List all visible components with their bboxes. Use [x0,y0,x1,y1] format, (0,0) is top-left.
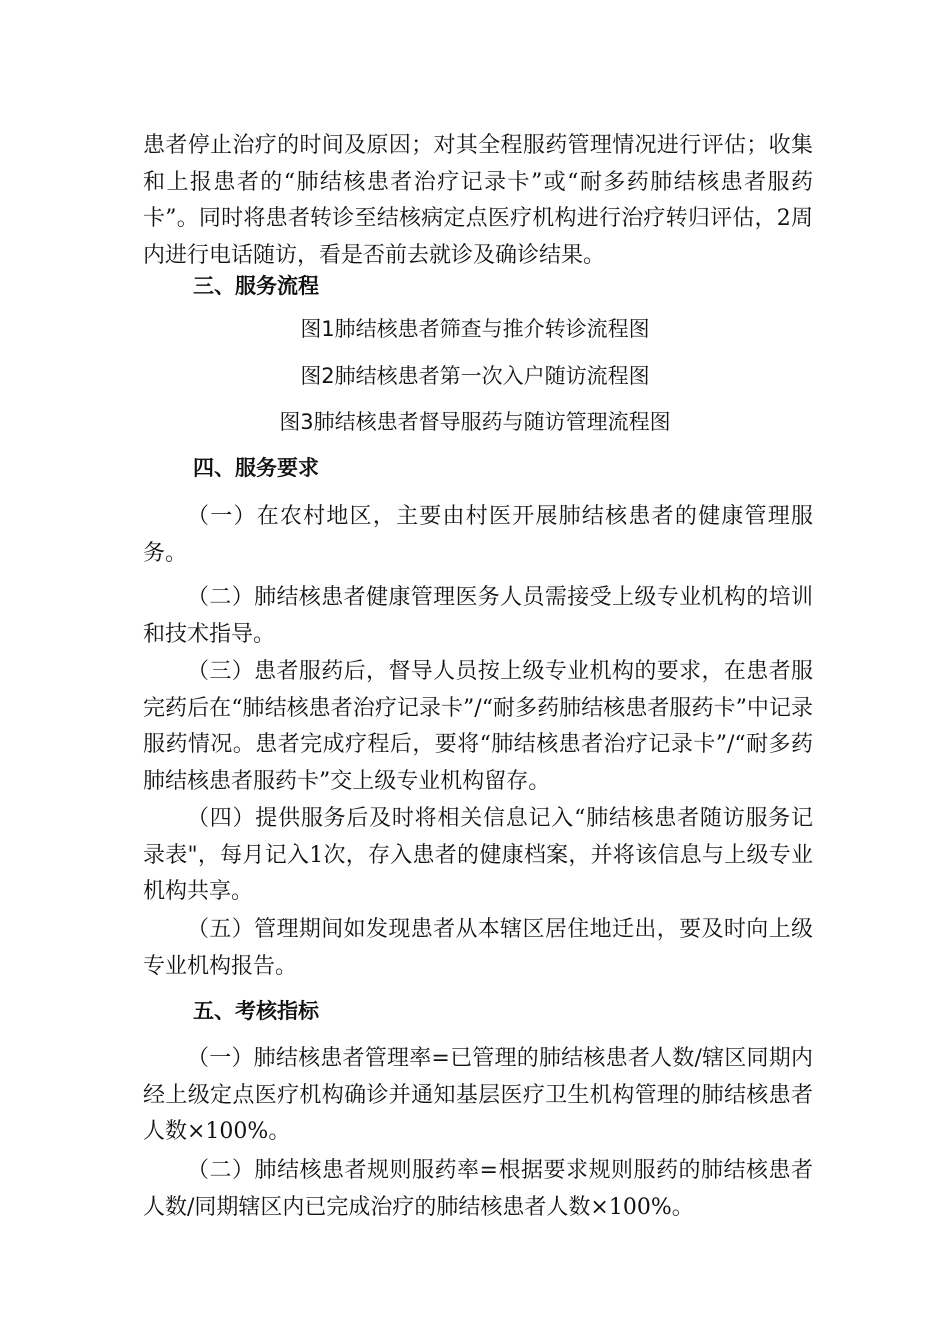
figure-caption-3: 图3肺结核患者督导服药与随访管理流程图 [279,410,671,434]
indicator-2: （二）肺结核患者规则服药率=根据要求规则服药的肺结核患者人数/同期辖区内已完成治疗的肺结核患者人数×100%。 [143,1158,813,1220]
requirement-2: （二）肺结核患者健康管理医务人员需接受上级专业机构的培训和技术指导。 [143,585,813,647]
requirement-3: （三）患者服药后，督导人员按上级专业机构的要求，在患者服完药后在“肺结核患者治疗记录卡”/“耐多药肺结核患者服药卡”中记录服药情况。患者完成疗程后，要将“肺结核患者治疗记录卡”/“耐多药肺结核患者服药卡”交上级专业机构留存。 [143,659,813,794]
requirement-5: （五）管理期间如发现患者从本辖区居住地迁出，要及时向上级专业机构报告。 [143,917,813,979]
heading-assessment-indicators: 五、考核指标 [193,999,319,1023]
requirement-1: （一）在农村地区，主要由村医开展肺结核患者的健康管理服务。 [143,504,813,566]
heading-service-process: 三、服务流程 [193,274,319,298]
figure-caption-2: 图2肺结核患者第一次入户随访流程图 [300,364,650,388]
indicator-1: （一）肺结核患者管理率=已管理的肺结核患者人数/辖区同期内经上级定点医疗机构确诊并通知基层医疗卫生机构管理的肺结核患者人数×100%。 [143,1046,813,1144]
figure-caption-1: 图1肺结核患者筛查与推介转诊流程图 [300,317,650,341]
paragraph-continuation: 患者停止治疗的时间及原因；对其全程服药管理情况进行评估；收集和上报患者的“肺结核患者治疗记录卡”或“耐多药肺结核患者服药卡”。同时将患者转诊至结核病定点医疗机构进行治疗转归评估，2周内进行电话随访，看是否前去就诊及确诊结果。 [143,133,813,268]
heading-service-requirements: 四、服务要求 [193,456,319,480]
requirement-4: （四）提供服务后及时将相关信息记入“肺结核患者随访服务记录表"，每月记入1次，存入患者的健康档案，并将该信息与上级专业机构共享。 [143,806,813,904]
